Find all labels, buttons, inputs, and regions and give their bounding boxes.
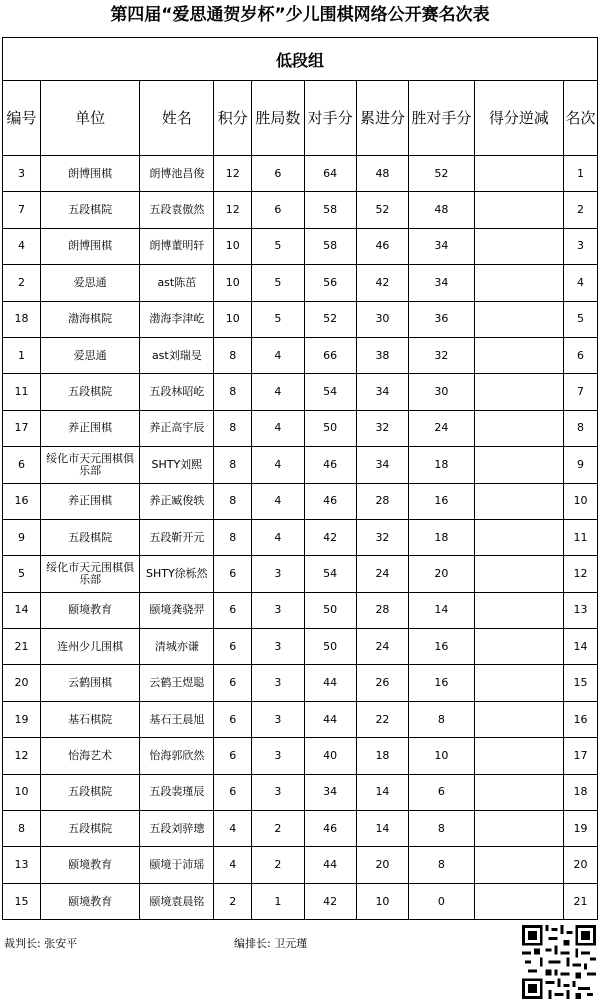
cell-name: 基石王晨旭 <box>140 701 214 737</box>
cell-beaten-opponent-score: 14 <box>409 592 475 628</box>
cell-points: 8 <box>214 447 252 483</box>
cell-unit: 绥化市天元围棋俱乐部 <box>40 556 139 592</box>
cell-wins: 4 <box>252 519 304 555</box>
cell-points: 10 <box>214 228 252 264</box>
table-row <box>3 556 598 592</box>
cell-number: 7 <box>3 192 41 228</box>
cell-opponent-score: 50 <box>304 592 356 628</box>
cell-points: 8 <box>214 519 252 555</box>
cell-score-reverse <box>474 738 563 774</box>
cell-unit: 五段棋院 <box>40 192 139 228</box>
cell-rank: 15 <box>563 665 597 701</box>
page-title: 第四届“爱思通贺岁杯”少儿围棋网络公开赛名次表 <box>110 5 490 25</box>
cell-opponent-score: 42 <box>304 519 356 555</box>
cell-score-reverse <box>474 629 563 665</box>
cell-points: 8 <box>214 337 252 373</box>
cell-cumulative: 20 <box>356 847 408 883</box>
cell-opponent-score: 66 <box>304 337 356 373</box>
cell-number: 20 <box>3 665 41 701</box>
cell-number: 12 <box>3 738 41 774</box>
header-rank: 名次 <box>563 81 597 156</box>
cell-unit: 朗博围棋 <box>40 156 139 192</box>
cell-opponent-score: 44 <box>304 665 356 701</box>
cell-opponent-score: 44 <box>304 701 356 737</box>
cell-score-reverse <box>474 337 563 373</box>
cell-number: 18 <box>3 301 41 337</box>
cell-score-reverse <box>474 265 563 301</box>
cell-rank: 4 <box>563 265 597 301</box>
cell-rank: 20 <box>563 847 597 883</box>
cell-score-reverse <box>474 774 563 810</box>
cell-rank: 8 <box>563 410 597 446</box>
cell-name: ast刘瑞旻 <box>140 337 214 373</box>
header-wins: 胜局数 <box>252 81 304 156</box>
cell-beaten-opponent-score: 52 <box>409 156 475 192</box>
qr-code[interactable] <box>522 925 596 999</box>
cell-rank: 3 <box>563 228 597 264</box>
cell-name: 清城亦谦 <box>140 629 214 665</box>
cell-beaten-opponent-score: 34 <box>409 228 475 264</box>
cell-cumulative: 18 <box>356 738 408 774</box>
cell-points: 6 <box>214 774 252 810</box>
cell-wins: 3 <box>252 629 304 665</box>
table-row <box>3 847 598 883</box>
cell-rank: 19 <box>563 811 597 847</box>
table-row <box>3 301 598 337</box>
cell-number: 21 <box>3 629 41 665</box>
cell-rank: 2 <box>563 192 597 228</box>
cell-beaten-opponent-score: 20 <box>409 556 475 592</box>
table-row <box>3 883 598 919</box>
cell-wins: 5 <box>252 228 304 264</box>
cell-number: 15 <box>3 883 41 919</box>
cell-name: ast陈茁 <box>140 265 214 301</box>
ranking-table <box>2 37 598 920</box>
cell-cumulative: 14 <box>356 811 408 847</box>
cell-name: 五段靳开元 <box>140 519 214 555</box>
cell-wins: 3 <box>252 701 304 737</box>
cell-cumulative: 48 <box>356 156 408 192</box>
cell-points: 8 <box>214 410 252 446</box>
cell-beaten-opponent-score: 16 <box>409 483 475 519</box>
cell-opponent-score: 46 <box>304 811 356 847</box>
cell-rank: 1 <box>563 156 597 192</box>
cell-number: 17 <box>3 410 41 446</box>
cell-wins: 4 <box>252 337 304 373</box>
cell-beaten-opponent-score: 34 <box>409 265 475 301</box>
cell-points: 4 <box>214 811 252 847</box>
cell-wins: 2 <box>252 811 304 847</box>
cell-rank: 16 <box>563 701 597 737</box>
cell-name: 养正高宇辰 <box>140 410 214 446</box>
cell-name: SHTY徐栎然 <box>140 556 214 592</box>
cell-score-reverse <box>474 410 563 446</box>
cell-rank: 10 <box>563 483 597 519</box>
cell-number: 5 <box>3 556 41 592</box>
header-number: 编号 <box>3 81 41 156</box>
cell-cumulative: 32 <box>356 519 408 555</box>
cell-wins: 5 <box>252 301 304 337</box>
cell-score-reverse <box>474 447 563 483</box>
cell-points: 8 <box>214 483 252 519</box>
cell-beaten-opponent-score: 10 <box>409 738 475 774</box>
table-row <box>3 483 598 519</box>
cell-beaten-opponent-score: 6 <box>409 774 475 810</box>
cell-opponent-score: 50 <box>304 410 356 446</box>
table-row <box>3 374 598 410</box>
header-cumulative: 累进分 <box>356 81 408 156</box>
cell-rank: 11 <box>563 519 597 555</box>
cell-beaten-opponent-score: 18 <box>409 519 475 555</box>
cell-name: 颐境龚骁羿 <box>140 592 214 628</box>
cell-wins: 3 <box>252 556 304 592</box>
cell-name: 朗博董明轩 <box>140 228 214 264</box>
cell-number: 13 <box>3 847 41 883</box>
cell-beaten-opponent-score: 16 <box>409 665 475 701</box>
cell-score-reverse <box>474 192 563 228</box>
cell-cumulative: 28 <box>356 483 408 519</box>
cell-score-reverse <box>474 301 563 337</box>
cell-opponent-score: 46 <box>304 483 356 519</box>
cell-opponent-score: 34 <box>304 774 356 810</box>
cell-opponent-score: 64 <box>304 156 356 192</box>
cell-opponent-score: 58 <box>304 192 356 228</box>
table-row <box>3 447 598 483</box>
cell-unit: 绥化市天元围棋俱乐部 <box>40 447 139 483</box>
cell-name: 养正臧俊轶 <box>140 483 214 519</box>
cell-points: 6 <box>214 556 252 592</box>
cell-number: 14 <box>3 592 41 628</box>
cell-unit: 爱思通 <box>40 265 139 301</box>
cell-points: 12 <box>214 156 252 192</box>
cell-number: 10 <box>3 774 41 810</box>
cell-rank: 13 <box>563 592 597 628</box>
cell-wins: 2 <box>252 847 304 883</box>
table-row <box>3 337 598 373</box>
cell-cumulative: 32 <box>356 410 408 446</box>
cell-score-reverse <box>474 519 563 555</box>
cell-rank: 7 <box>563 374 597 410</box>
cell-opponent-score: 58 <box>304 228 356 264</box>
cell-beaten-opponent-score: 8 <box>409 701 475 737</box>
cell-number: 2 <box>3 265 41 301</box>
cell-name: SHTY刘熙 <box>140 447 214 483</box>
cell-unit: 基石棋院 <box>40 701 139 737</box>
cell-cumulative: 26 <box>356 665 408 701</box>
cell-unit: 爱思通 <box>40 337 139 373</box>
cell-unit: 养正围棋 <box>40 410 139 446</box>
table-row <box>3 265 598 301</box>
cell-number: 6 <box>3 447 41 483</box>
table-row <box>3 519 598 555</box>
cell-cumulative: 14 <box>356 774 408 810</box>
cell-rank: 21 <box>563 883 597 919</box>
cell-opponent-score: 50 <box>304 629 356 665</box>
cell-number: 8 <box>3 811 41 847</box>
cell-opponent-score: 44 <box>304 847 356 883</box>
cell-number: 16 <box>3 483 41 519</box>
cell-score-reverse <box>474 483 563 519</box>
cell-opponent-score: 54 <box>304 556 356 592</box>
table-row <box>3 228 598 264</box>
cell-cumulative: 24 <box>356 556 408 592</box>
cell-unit: 颐境教育 <box>40 883 139 919</box>
cell-score-reverse <box>474 228 563 264</box>
cell-name: 五段刘骍璁 <box>140 811 214 847</box>
cell-beaten-opponent-score: 36 <box>409 301 475 337</box>
cell-opponent-score: 54 <box>304 374 356 410</box>
cell-unit: 连州少儿围棋 <box>40 629 139 665</box>
cell-points: 6 <box>214 629 252 665</box>
cell-points: 6 <box>214 665 252 701</box>
cell-cumulative: 28 <box>356 592 408 628</box>
cell-wins: 3 <box>252 738 304 774</box>
cell-unit: 朗博围棋 <box>40 228 139 264</box>
cell-number: 1 <box>3 337 41 373</box>
cell-wins: 3 <box>252 592 304 628</box>
cell-opponent-score: 40 <box>304 738 356 774</box>
cell-points: 6 <box>214 701 252 737</box>
cell-opponent-score: 42 <box>304 883 356 919</box>
cell-points: 6 <box>214 738 252 774</box>
cell-score-reverse <box>474 665 563 701</box>
cell-unit: 怡海艺术 <box>40 738 139 774</box>
cell-name: 颐境袁晨铭 <box>140 883 214 919</box>
cell-unit: 云鹤围棋 <box>40 665 139 701</box>
cell-score-reverse <box>474 592 563 628</box>
cell-wins: 4 <box>252 483 304 519</box>
cell-number: 11 <box>3 374 41 410</box>
cell-beaten-opponent-score: 32 <box>409 337 475 373</box>
cell-name: 颐境于沛瑶 <box>140 847 214 883</box>
table-row <box>3 629 598 665</box>
cell-name: 云鹤王煜聪 <box>140 665 214 701</box>
cell-beaten-opponent-score: 8 <box>409 847 475 883</box>
cell-rank: 9 <box>563 447 597 483</box>
footer <box>0 931 600 951</box>
cell-beaten-opponent-score: 24 <box>409 410 475 446</box>
cell-opponent-score: 46 <box>304 447 356 483</box>
cell-unit: 颐境教育 <box>40 847 139 883</box>
header-score-reverse: 得分逆减 <box>474 81 563 156</box>
cell-unit: 五段棋院 <box>40 811 139 847</box>
cell-unit: 颐境教育 <box>40 592 139 628</box>
cell-score-reverse <box>474 847 563 883</box>
cell-score-reverse <box>474 701 563 737</box>
cell-unit: 渤海棋院 <box>40 301 139 337</box>
cell-points: 10 <box>214 301 252 337</box>
cell-unit: 五段棋院 <box>40 774 139 810</box>
cell-beaten-opponent-score: 16 <box>409 629 475 665</box>
cell-score-reverse <box>474 556 563 592</box>
referee-label: 裁判长: 张安平 <box>4 937 78 950</box>
cell-points: 4 <box>214 847 252 883</box>
cell-name: 渤海李津屹 <box>140 301 214 337</box>
table-row <box>3 701 598 737</box>
cell-beaten-opponent-score: 30 <box>409 374 475 410</box>
cell-number: 4 <box>3 228 41 264</box>
cell-cumulative: 10 <box>356 883 408 919</box>
cell-cumulative: 52 <box>356 192 408 228</box>
cell-wins: 1 <box>252 883 304 919</box>
cell-rank: 18 <box>563 774 597 810</box>
cell-wins: 6 <box>252 192 304 228</box>
table-row <box>3 156 598 192</box>
cell-score-reverse <box>474 374 563 410</box>
cell-name: 怡海郭欣然 <box>140 738 214 774</box>
cell-cumulative: 38 <box>356 337 408 373</box>
table-row <box>3 738 598 774</box>
cell-cumulative: 24 <box>356 629 408 665</box>
header-unit: 单位 <box>40 81 139 156</box>
cell-score-reverse <box>474 811 563 847</box>
cell-name: 五段袁傲然 <box>140 192 214 228</box>
header-beaten-opponent-score: 胜对手分 <box>409 81 475 156</box>
cell-points: 10 <box>214 265 252 301</box>
cell-number: 9 <box>3 519 41 555</box>
cell-opponent-score: 52 <box>304 301 356 337</box>
cell-points: 12 <box>214 192 252 228</box>
table-row <box>3 665 598 701</box>
cell-points: 6 <box>214 592 252 628</box>
cell-cumulative: 42 <box>356 265 408 301</box>
cell-cumulative: 34 <box>356 374 408 410</box>
cell-wins: 4 <box>252 447 304 483</box>
cell-wins: 4 <box>252 410 304 446</box>
cell-name: 五段裴瑾辰 <box>140 774 214 810</box>
cell-rank: 5 <box>563 301 597 337</box>
arranger-label: 编排长: 卫元瑾 <box>234 937 308 950</box>
cell-points: 8 <box>214 374 252 410</box>
cell-rank: 6 <box>563 337 597 373</box>
cell-unit: 五段棋院 <box>40 374 139 410</box>
group-title: 低段组 <box>3 38 598 81</box>
cell-name: 五段林昭屹 <box>140 374 214 410</box>
header-name: 姓名 <box>140 81 214 156</box>
cell-opponent-score: 56 <box>304 265 356 301</box>
cell-cumulative: 30 <box>356 301 408 337</box>
cell-number: 3 <box>3 156 41 192</box>
cell-rank: 17 <box>563 738 597 774</box>
cell-number: 19 <box>3 701 41 737</box>
cell-beaten-opponent-score: 0 <box>409 883 475 919</box>
cell-rank: 12 <box>563 556 597 592</box>
header-points: 积分 <box>214 81 252 156</box>
table-row <box>3 592 598 628</box>
cell-wins: 6 <box>252 156 304 192</box>
cell-cumulative: 46 <box>356 228 408 264</box>
cell-rank: 14 <box>563 629 597 665</box>
cell-score-reverse <box>474 883 563 919</box>
header-opponent-score: 对手分 <box>304 81 356 156</box>
cell-beaten-opponent-score: 18 <box>409 447 475 483</box>
cell-beaten-opponent-score: 48 <box>409 192 475 228</box>
cell-beaten-opponent-score: 8 <box>409 811 475 847</box>
cell-cumulative: 22 <box>356 701 408 737</box>
cell-cumulative: 34 <box>356 447 408 483</box>
cell-score-reverse <box>474 156 563 192</box>
cell-unit: 养正围棋 <box>40 483 139 519</box>
table-row <box>3 811 598 847</box>
table-row <box>3 410 598 446</box>
cell-wins: 3 <box>252 665 304 701</box>
table-row <box>3 774 598 810</box>
cell-unit: 五段棋院 <box>40 519 139 555</box>
cell-wins: 5 <box>252 265 304 301</box>
cell-name: 朗博池昌俊 <box>140 156 214 192</box>
table-row <box>3 192 598 228</box>
cell-wins: 3 <box>252 774 304 810</box>
cell-points: 2 <box>214 883 252 919</box>
cell-wins: 4 <box>252 374 304 410</box>
